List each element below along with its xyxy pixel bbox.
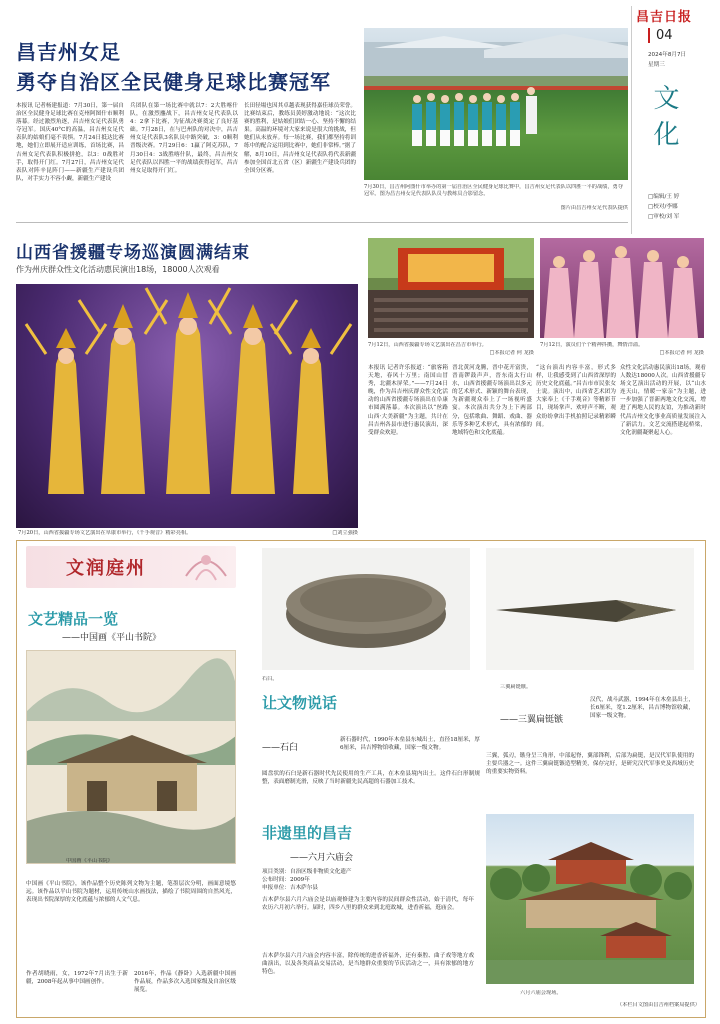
painting-caption: 中国画《平山书院》 bbox=[66, 858, 113, 864]
heritage-text2: 吉木萨尔县六月六庙会内容丰富，除传统的进香祈福外，还有秦腔、曲子戏等地方戏曲演出，以及各类商品交易活动，是当地群众重要的节庆活动之一，具有浓郁的地方特色。 bbox=[262, 953, 474, 976]
stage-photo bbox=[368, 238, 534, 338]
issue-date: 2024年8月7日 bbox=[648, 52, 687, 58]
masthead-divider bbox=[631, 6, 632, 234]
editor-line: □编辑/王 婷 bbox=[648, 194, 680, 200]
stone-mortar-photo bbox=[262, 548, 470, 670]
heritage-meta-category: 项目类别：自治区级非物质文化遗产 bbox=[262, 869, 352, 875]
heritage-meta-date: 公布时间：2009年 bbox=[262, 877, 310, 883]
dance-caption: 7月20日，山西省援疆专场文艺演出在阜康市举行，《千手观音》精彩亮相。 bbox=[18, 530, 192, 536]
football-credit: 图片由昌吉州女足代表队提供 bbox=[560, 205, 628, 211]
painting-image bbox=[26, 650, 236, 864]
football-col2: 兵团队在第一场比赛中就以7：2大胜喀什队，在激烈鏖战下，昌吉州女足代表队以4：2拿下比赛，为征战决赛奠定了良好基础。7月28日，在与巴州队的对决中，昌吉州女足代表队3名队员中路突破，3：0顺利晋级决赛。7月29日6：1赢了阿克苏队，7月30日4：3战胜喀什队，最终，昌吉州女足代表队以四胜一平的战绩获得冠军，昌吉州女足取得开门红。 bbox=[130, 103, 238, 174]
heritage-heading: 非遗里的昌吉 bbox=[262, 824, 353, 842]
heritage-meta-unit: 申报单位：吉木萨尔县 bbox=[262, 885, 318, 891]
stage-scene bbox=[368, 238, 534, 338]
relics-text2: 圆盘状的石臼是新石器时代先民使用的生产工具，在木垒县境内出土。这件石臼形制规整，表面磨制光滑，反映了当时新疆先民高超的石器加工技术。 bbox=[262, 771, 480, 786]
relics-sub2: ——三翼扁铤镞 bbox=[500, 715, 564, 725]
tour-col4: 众性文化活动惠民演出18场，观看人数达18000人次。山西省援疆专场文艺演出活动的开展，以“山水连天山，情暖一家亲”为主题，进一步加强了晋新两地文化交流，增进了两地人民的友谊，为推动新时代昌吉州文化事业高质量发展注入了新活力。文艺交流搭建起桥梁，文化润疆凝聚起人心。 bbox=[620, 365, 706, 436]
heritage-text1: 吉木萨尔县六月六庙会是以庙观修建为主要内容的民间群众性活动，始于清代，每年农历六月初六举行。届时，四乡八里的群众来到北庭故城，进香祈福，逛庙会。 bbox=[262, 897, 474, 912]
performers-credit: □本报记者 何 龙摄 bbox=[659, 350, 704, 356]
section-divider bbox=[16, 222, 628, 223]
wenrun-banner-title: 文润庭州 bbox=[66, 558, 146, 579]
football-scene bbox=[364, 28, 628, 180]
football-team-photo bbox=[364, 28, 628, 180]
dancers-scene bbox=[16, 284, 358, 528]
wenrun-heading: 文艺精品一览 bbox=[28, 610, 119, 628]
football-caption: 7月30日，昌吉州阿图什市举办的第一届自治区全民健身足球比赛中，昌吉州女足代表队以四胜一平的战绩，勇夺冠军。图为昌吉州女足代表队队员与教练员合影留念。 bbox=[364, 184, 623, 198]
section-title: 文化 bbox=[649, 84, 679, 156]
tour-col3: “这台演出内容丰富，形式多样，让我感受到了山西省深厚的历史文化底蕴。”昌吉市市民张女士说。演出中，山西省艺术团为大家奉上《千手观音》等精彩节目，现场掌声、欢呼声不断，观众纷纷拿出手机拍照记录精彩瞬间。 bbox=[536, 365, 616, 428]
heritage-meta bbox=[262, 868, 472, 892]
wenrun-banner bbox=[26, 546, 236, 588]
wenrun-text3: 2016年，作品《静卧》入选新疆中国画作品展，作品多次入选国家级及自治区级展览。 bbox=[134, 971, 236, 994]
football-headline-line1: 昌吉州女足 bbox=[16, 40, 121, 64]
issue-weekday: 星期三 bbox=[648, 62, 665, 68]
temple-fair-caption: 六月六庙会现场。 bbox=[520, 990, 562, 996]
arrowhead-image bbox=[486, 548, 694, 670]
lotus-decoration bbox=[176, 546, 236, 588]
editor-line: □审校/刘 军 bbox=[648, 214, 680, 220]
relics-text3: 汉代，战斗武器，1994年在木垒县出土，长6厘米，宽1.2厘米，昌吉博物馆收藏，国家一级文物。 bbox=[590, 697, 694, 720]
relics-text1: 新石器时代，1990年木垒县东城出土，直径18厘米，厚6厘米，昌吉博物馆收藏，国家一级文物。 bbox=[340, 737, 480, 752]
tour-headline: 山西省援疆专场巡演圆满结束 bbox=[16, 243, 250, 263]
wenrun-text1: 中国画《平山书院》，该作品整个历史陈列文物为主题，笔墨层次分明，画面意境悠远。该作品以平山书院为题材，运用传统山水画技法，描绘了书院周围的自然风光，表现出书院深厚的文化底蕴与浓郁的人文气息。 bbox=[26, 881, 236, 904]
relics-sub1: ——石臼 bbox=[262, 743, 299, 753]
football-col1: 本报讯 记者杨建报道：7月30日，第一届自治区全民健身足球比赛在克州阿图什市顺利落幕。经过激烈角逐，昌吉州女足代表队勇夺冠军。国庆40°C的高温，昌吉州女足代表队的姑娘们毫不畏惧。7月24日抵达比赛地，她们立即展开适应训练，首场比赛，昌吉州女足代表队积极拼抢，以3：0战胜对手，取得开门红。7月27日，昌吉州女足代表队对阵辛昆阵门——新疆生产建设兵团队，对手实力不容小觑，新疆生产建设 bbox=[16, 103, 124, 182]
performers-caption: 7月12日，演员们个个精神抖擞，舞情洋溢。 bbox=[540, 342, 644, 348]
relics-heading: 让文物说话 bbox=[262, 694, 338, 712]
performers-photo bbox=[540, 238, 704, 338]
wenrun-text2: 作者胡晓雨，女，1972年7月出生于新疆，2008年起从事中国画创作。 bbox=[26, 971, 128, 986]
stage-credit: □本报记者 何 龙摄 bbox=[489, 350, 534, 356]
painting-scene bbox=[27, 651, 236, 864]
performers-scene bbox=[540, 238, 704, 338]
tour-subheadline: 作为州庆群众性文化活动惠民演出18场，18000人次观看 bbox=[16, 265, 220, 274]
arrowhead-photo bbox=[486, 548, 694, 670]
heritage-subheading: ——六月六庙会 bbox=[290, 853, 354, 863]
tour-col2: 晋北黄河龙腾，晋中花开富贵，晋南锣鼓声声，晋东南太行山水，山西省援疆专场演出以多元的艺术形式、新颖的舞台表现，为新疆观众奉上了一场视听盛宴。本次演出共分为上下两部分，包括歌曲、舞蹈、戏曲、器乐等多种艺术形式，具有浓郁的地域特色和文化底蕴。 bbox=[452, 365, 532, 436]
editor-line: □校对/李娜 bbox=[648, 204, 678, 210]
tour-col1: 本报讯 记者许乐报道：“旅客箱天地，春风十万里；南国山冒秀，北疆木屏荣。”——7月24日晚，作为昌吉州庆群众性文化活动的山西省援疆专场演出在阜康市圆满落幕。本次演出以“丝路山西·大美新疆”为主题，共计在昌吉州各县市进行惠民演出，深受群众欢迎。 bbox=[368, 365, 448, 436]
dance-photo bbox=[16, 284, 358, 528]
stone-mortar-image bbox=[262, 548, 470, 670]
temple-scene bbox=[486, 814, 694, 984]
football-headline-line2: 勇夺自治区全民健身足球比赛冠军 bbox=[16, 70, 331, 94]
paper-name: 昌吉日报 bbox=[636, 10, 693, 25]
temple-fair-photo bbox=[486, 814, 694, 984]
stage-caption: 7月12日，山西省援疆专场文艺演出在昌吉市举行。 bbox=[368, 342, 487, 348]
football-col3: 长田径場也因其卓越表现获得嘉佳球员荣誉。比赛结束后，教练员黄婷激动地说：“这次比赛的胜利，是姑娘们团结一心、坚持不懈的结果。高温的环境对大家来说是很大的挑战，但她们从未放弃。每一场比赛，我们都坚持将训练中的配合运用到比赛中，她们非常棒。”据了解，8月10日，昌吉州女足代表队将代表新疆参加全国首北五省（区）新疆生产建设兵团的全国分区赛。 bbox=[244, 103, 356, 174]
editors-list bbox=[648, 192, 679, 222]
wenrun-subheading: ——中国画《平山书院》 bbox=[62, 633, 162, 643]
dance-credit: □刘立强摄 bbox=[332, 530, 358, 536]
page-number: 04 bbox=[648, 28, 673, 43]
masthead bbox=[636, 6, 716, 246]
heritage-credit: （本栏目文图由昌吉州档案局提供） bbox=[616, 1002, 700, 1008]
arrowhead-caption: 三翼扁铤镞。 bbox=[500, 684, 532, 690]
relics-text4: 三翼，弧刃，镞身呈三角形，中部起脊，翼部锋利，后部为扁铤，是汉代军队使用的主要兵器之一。这件三翼扁铤镞造型精美，保存完好，是研究汉代军事史及西域历史的重要实物资料。 bbox=[486, 753, 694, 776]
stone-mortar-caption: 石臼。 bbox=[262, 676, 278, 682]
